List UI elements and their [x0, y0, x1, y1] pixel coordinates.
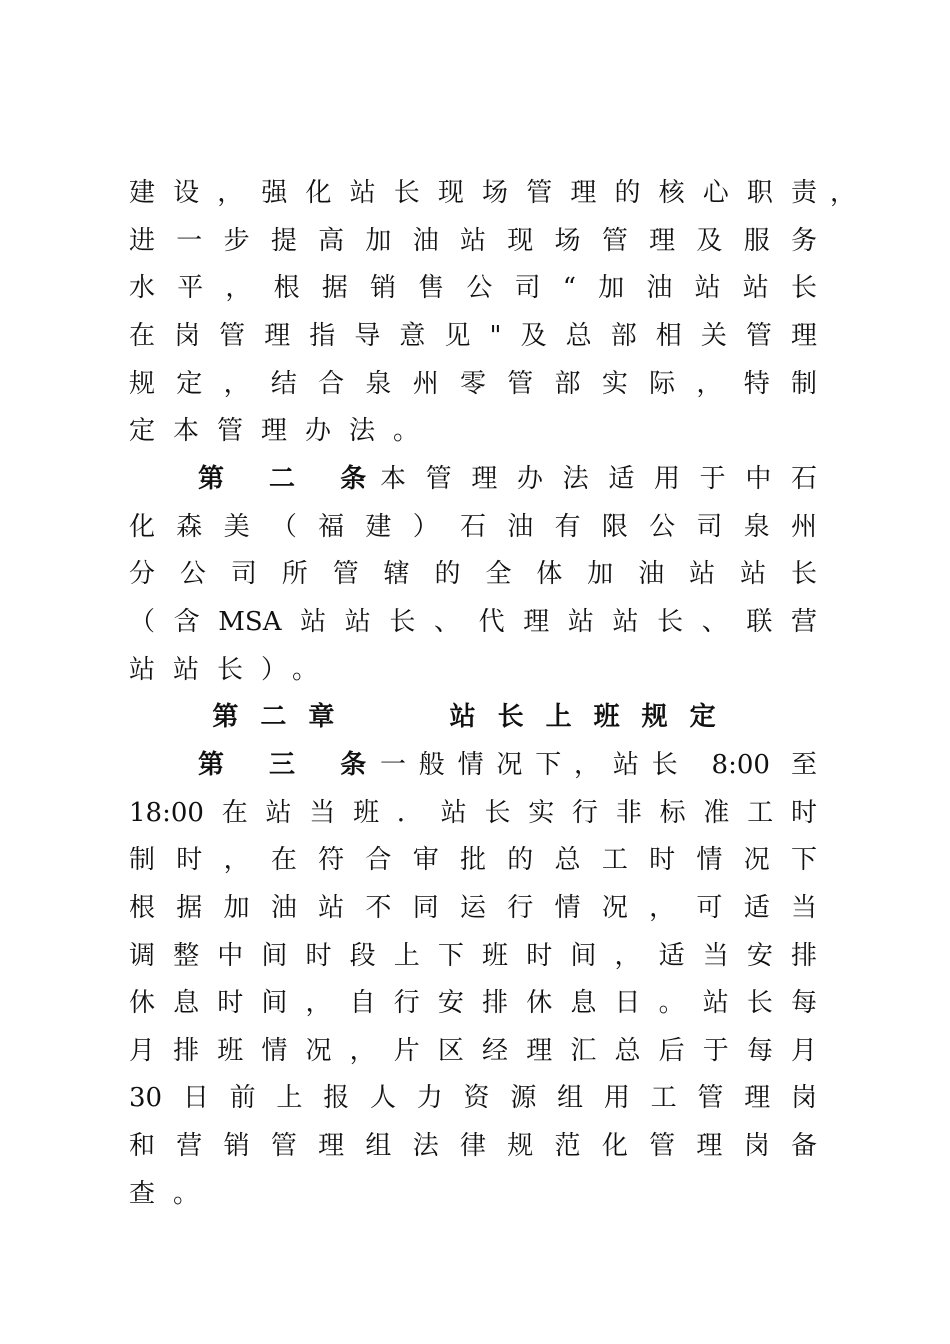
paragraph-line: 建设，强化站长现场管理的核心职责	[129, 178, 817, 208]
article-2-line: （含MSA站站长、代理站站长、联营	[129, 607, 817, 637]
article-2-line: 分公司所管辖的全体加油站站长	[129, 559, 817, 589]
article-3-line: 月排班情况，片区经理汇总后于每月	[129, 1036, 817, 1066]
article-3-line: 根据加油站不同运行情况，可适当	[129, 893, 817, 923]
article-2-label: 第 二 条	[198, 464, 385, 494]
article-2-first-line: 本管理办法适用于中石	[380, 464, 817, 494]
article-3-line: 休息时间，自行安排休息日。站长每	[129, 988, 817, 1018]
article-3-line: 调整中间时段上下班时间，适当安排	[129, 941, 817, 971]
article-2-line: 站站长）。	[129, 655, 337, 685]
trailing-comma: ，	[830, 178, 857, 208]
paragraph-line: 在岗管理指导意见"及总部相关管理	[129, 321, 817, 351]
article-3-line: 制时，在符合审批的总工时情况下	[129, 845, 817, 875]
article-3-label: 第 三 条	[198, 750, 385, 780]
article-3-line: 和营销管理组法律规范化管理岗备	[129, 1131, 817, 1161]
paragraph-line: 水平，根据销售公司“加油站站长	[129, 273, 817, 303]
article-3-line: 30日前上报人力资源组用工管理岗	[129, 1083, 817, 1113]
article-3-line: 查。	[129, 1179, 218, 1209]
paragraph-line: 进一步提高加油站现场管理及服务	[129, 226, 817, 256]
chapter-heading: 第二章 站长上班规定	[212, 702, 738, 732]
article-3-line: 18:00在站当班．站长实行非标准工时	[129, 798, 817, 828]
paragraph-line: 定本管理办法。	[129, 416, 438, 446]
paragraph-line: 规定，结合泉州零管部实际，特制	[129, 369, 817, 399]
article-2-line: 化森美（福建）石油有限公司泉州	[129, 512, 817, 542]
article-3-first-line: 一般情况下，站长 8:00 至	[380, 750, 817, 780]
